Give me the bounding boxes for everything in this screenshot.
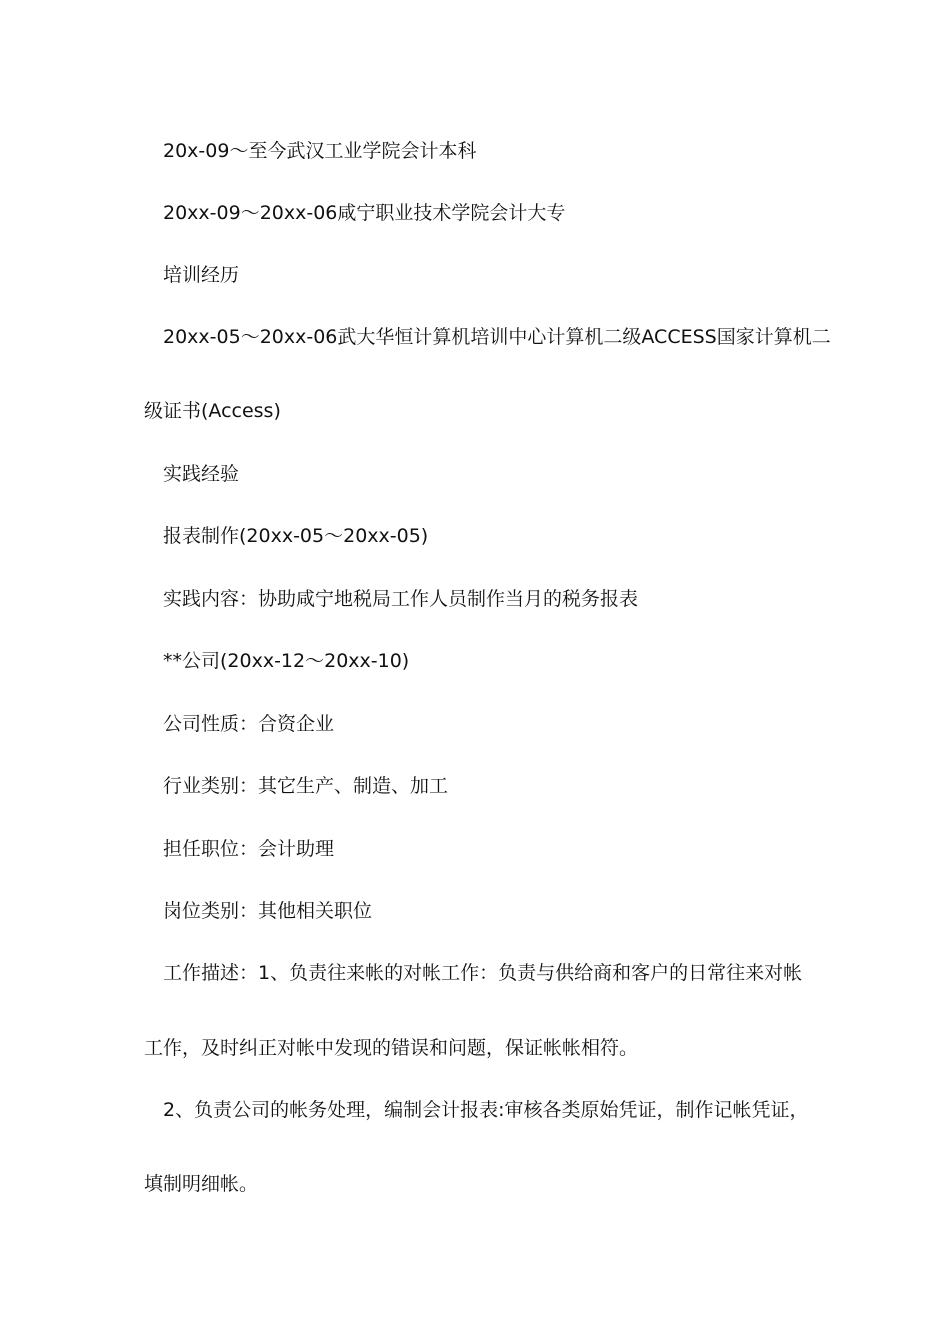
practice-title: 报表制作(20xx-05～20xx-05) bbox=[163, 525, 429, 547]
section-heading-practice: 实践经验 bbox=[163, 463, 240, 485]
job-description-line-4: 填制明细帐。 bbox=[144, 1173, 259, 1195]
education-line-1: 20x-09～至今武汉工业学院会计本科 bbox=[163, 140, 477, 162]
job-description-line-1: 工作描述：1、负责往来帐的对帐工作：负责与供给商和客户的日常往来对帐 bbox=[163, 962, 803, 984]
job-description-line-2: 工作，及时纠正对帐中发现的错误和问题，保证帐帐相符。 bbox=[144, 1037, 639, 1059]
training-line-1: 20xx-05～20xx-06武大华恒计算机培训中心计算机二级ACCESS国家计算机二 bbox=[163, 326, 831, 348]
position-category: 岗位类别：其他相关职位 bbox=[163, 900, 373, 922]
company-title: **公司(20xx-12～20xx-10) bbox=[163, 650, 410, 672]
industry-category: 行业类别：其它生产、制造、加工 bbox=[163, 775, 449, 797]
practice-content: 实践内容：协助咸宁地税局工作人员制作当月的税务报表 bbox=[163, 588, 639, 610]
job-description-line-3: 2、负责公司的帐务处理，编制会计报表:审核各类原始凭证，制作记帐凭证， bbox=[163, 1099, 809, 1121]
section-heading-training: 培训经历 bbox=[163, 264, 240, 286]
position-held: 担任职位：会计助理 bbox=[163, 838, 335, 860]
company-nature: 公司性质：合资企业 bbox=[163, 713, 335, 735]
training-line-2: 级证书(Access) bbox=[144, 400, 281, 422]
education-line-2: 20xx-09～20xx-06咸宁职业技术学院会计大专 bbox=[163, 202, 566, 224]
